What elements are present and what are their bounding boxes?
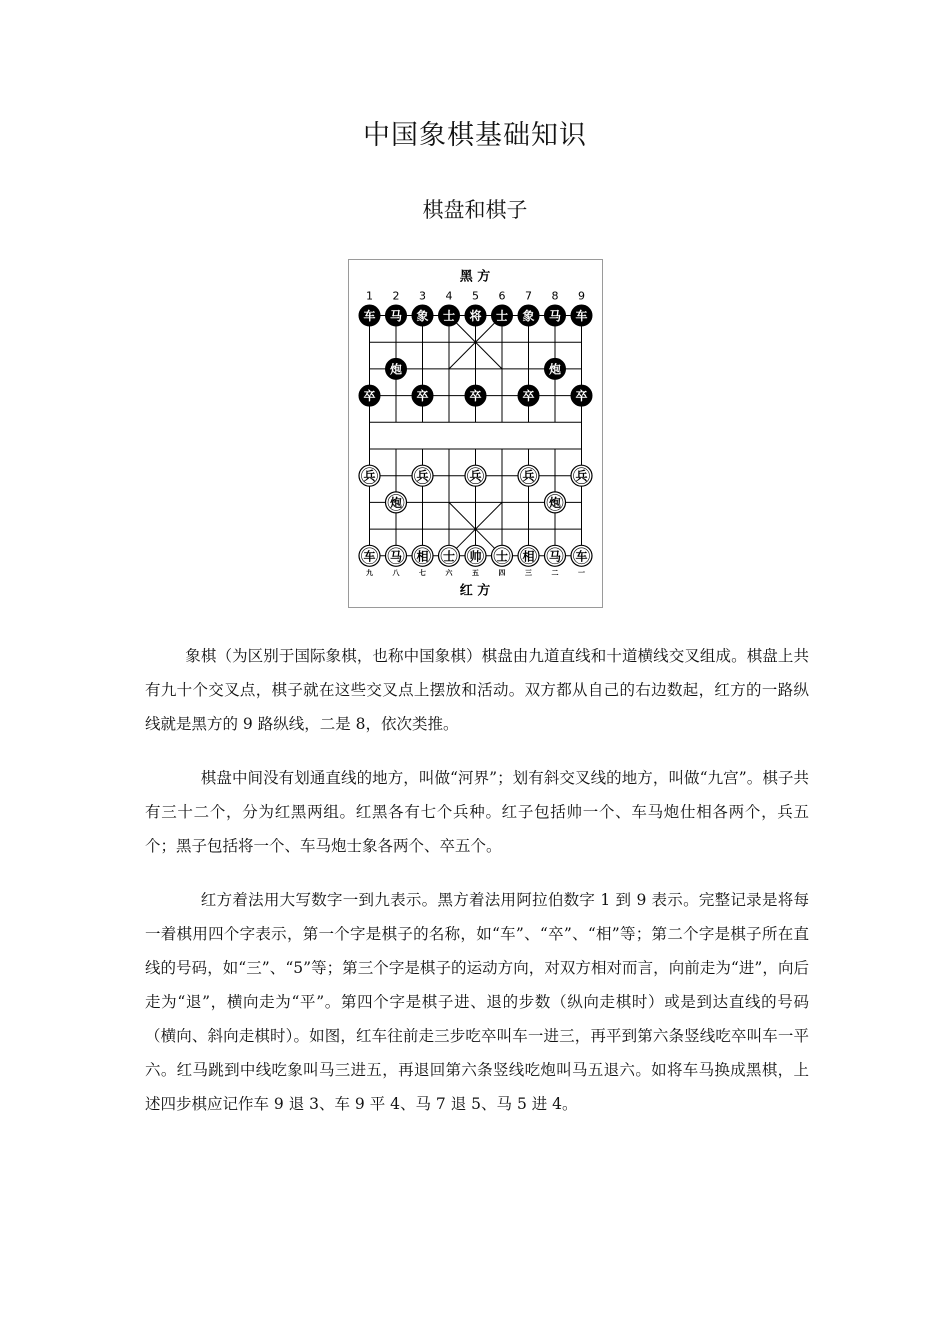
paragraph-board-intro: 象棋（为区别于国际象棋，也称中国象棋）棋盘由九道直线和十道横线交叉组成。棋盘上共有九十个交叉点，棋子就在这些交叉点上摆放和活动。双方都从自己的右边数起，红方的一路纵线就是黑方的 9 路纵线，二是 8，依次类推。 (145, 647, 809, 733)
red-piece-label: 士 (442, 549, 456, 564)
top-file-number: 8 (551, 289, 559, 303)
top-file-number: 1 (366, 289, 373, 303)
top-file-number: 7 (525, 289, 532, 303)
black-piece-label: 士 (495, 309, 509, 323)
top-file-number: 9 (578, 289, 585, 303)
bottom-file-number: 一 (578, 569, 585, 577)
document-title: 中国象棋基础知识 (363, 120, 587, 151)
paragraph-notation: 红方着法用大写数字一到九表示。黑方着法用阿拉伯数字 1 到 9 表示。完整记录是将每一着棋用四个字表示，第一个字是棋子的名称，如“车”、“卒”、“相”等；第二个字是棋子所在直线的号码，如“三”、“5”等；第三个字是棋子的运动方向，对双方相对而言，向前走为“进”，向后走为“退”，横向走为“平”。第四个字是棋子进、退的步数（纵向走棋时）或是到达直线的号码（横向、斜向走棋时）。如图，红车往前走三步吃卒叫车一进三，再平到第六条竖线吃卒叫车一平六。红马跳到中线吃象叫马三进五，再退回第六条竖线吃炮叫马五退六。如将车马换成黑棋，上述四步棋应记作车 9 退 3、车 9 平 4、马 7 退 5、马 5 进 4。 (145, 891, 809, 1113)
top-file-number: 6 (498, 289, 506, 303)
section-subtitle: 棋盘和棋子 (422, 198, 528, 222)
black-piece-label: 卒 (416, 389, 429, 404)
top-file-number: 2 (392, 289, 400, 303)
black-piece-label: 象 (522, 309, 535, 323)
xiangqi-board-figure (348, 259, 603, 608)
black-piece-label: 卒 (363, 389, 376, 404)
black-piece-label: 将 (469, 309, 482, 323)
red-piece-label: 兵 (522, 469, 535, 484)
bottom-file-number: 五 (472, 569, 479, 577)
black-piece-label: 炮 (548, 362, 562, 377)
black-piece-label: 炮 (389, 362, 403, 377)
bottom-file-number: 八 (392, 569, 400, 577)
black-side-label: 黑 方 (459, 269, 491, 285)
paragraph-river-palace: 棋盘中间没有划通直线的地方，叫做“河界”；划有斜交叉线的地方，叫做“九宫”。棋子共有三十二个，分为红黑两组。红黑各有七个兵种。红子包括帅一个、车马炮仕相各两个，兵五个；黑子包括将一个、车马炮士象各两个、卒五个。 (145, 769, 809, 855)
top-file-number: 5 (472, 289, 479, 303)
black-piece-label: 车 (363, 309, 376, 323)
red-piece-label: 士 (495, 549, 509, 564)
bottom-file-number: 九 (366, 569, 373, 577)
red-piece-label: 相 (416, 549, 429, 564)
red-piece-label: 兵 (469, 469, 482, 484)
red-piece-label: 炮 (548, 495, 562, 510)
black-piece-label: 卒 (522, 389, 535, 404)
red-piece-label: 帅 (469, 549, 482, 564)
bottom-file-number: 二 (551, 569, 559, 577)
red-piece-label: 马 (548, 549, 562, 564)
red-piece-label: 相 (522, 549, 535, 564)
top-file-number: 3 (419, 289, 426, 303)
black-piece-label: 象 (416, 309, 429, 323)
red-side-label: 红 方 (459, 583, 491, 599)
red-piece-label: 马 (389, 549, 403, 564)
bottom-file-number: 三 (525, 569, 532, 577)
xiangqi-board (349, 260, 602, 607)
black-piece-label: 卒 (575, 389, 588, 404)
bottom-file-number: 四 (498, 569, 506, 577)
red-piece-label: 兵 (575, 469, 588, 484)
black-piece-label: 车 (575, 309, 588, 323)
red-piece-label: 车 (363, 549, 376, 564)
black-piece-label: 马 (548, 309, 562, 323)
black-piece-label: 士 (442, 309, 456, 323)
top-file-number: 4 (445, 289, 453, 303)
bottom-file-number: 七 (419, 569, 426, 577)
black-piece-label: 卒 (469, 389, 482, 404)
black-piece-label: 马 (389, 309, 403, 323)
bottom-file-number: 六 (445, 569, 453, 577)
red-piece-label: 炮 (389, 495, 403, 510)
red-piece-label: 车 (575, 549, 588, 564)
red-piece-label: 兵 (416, 469, 429, 484)
red-piece-label: 兵 (363, 469, 376, 484)
